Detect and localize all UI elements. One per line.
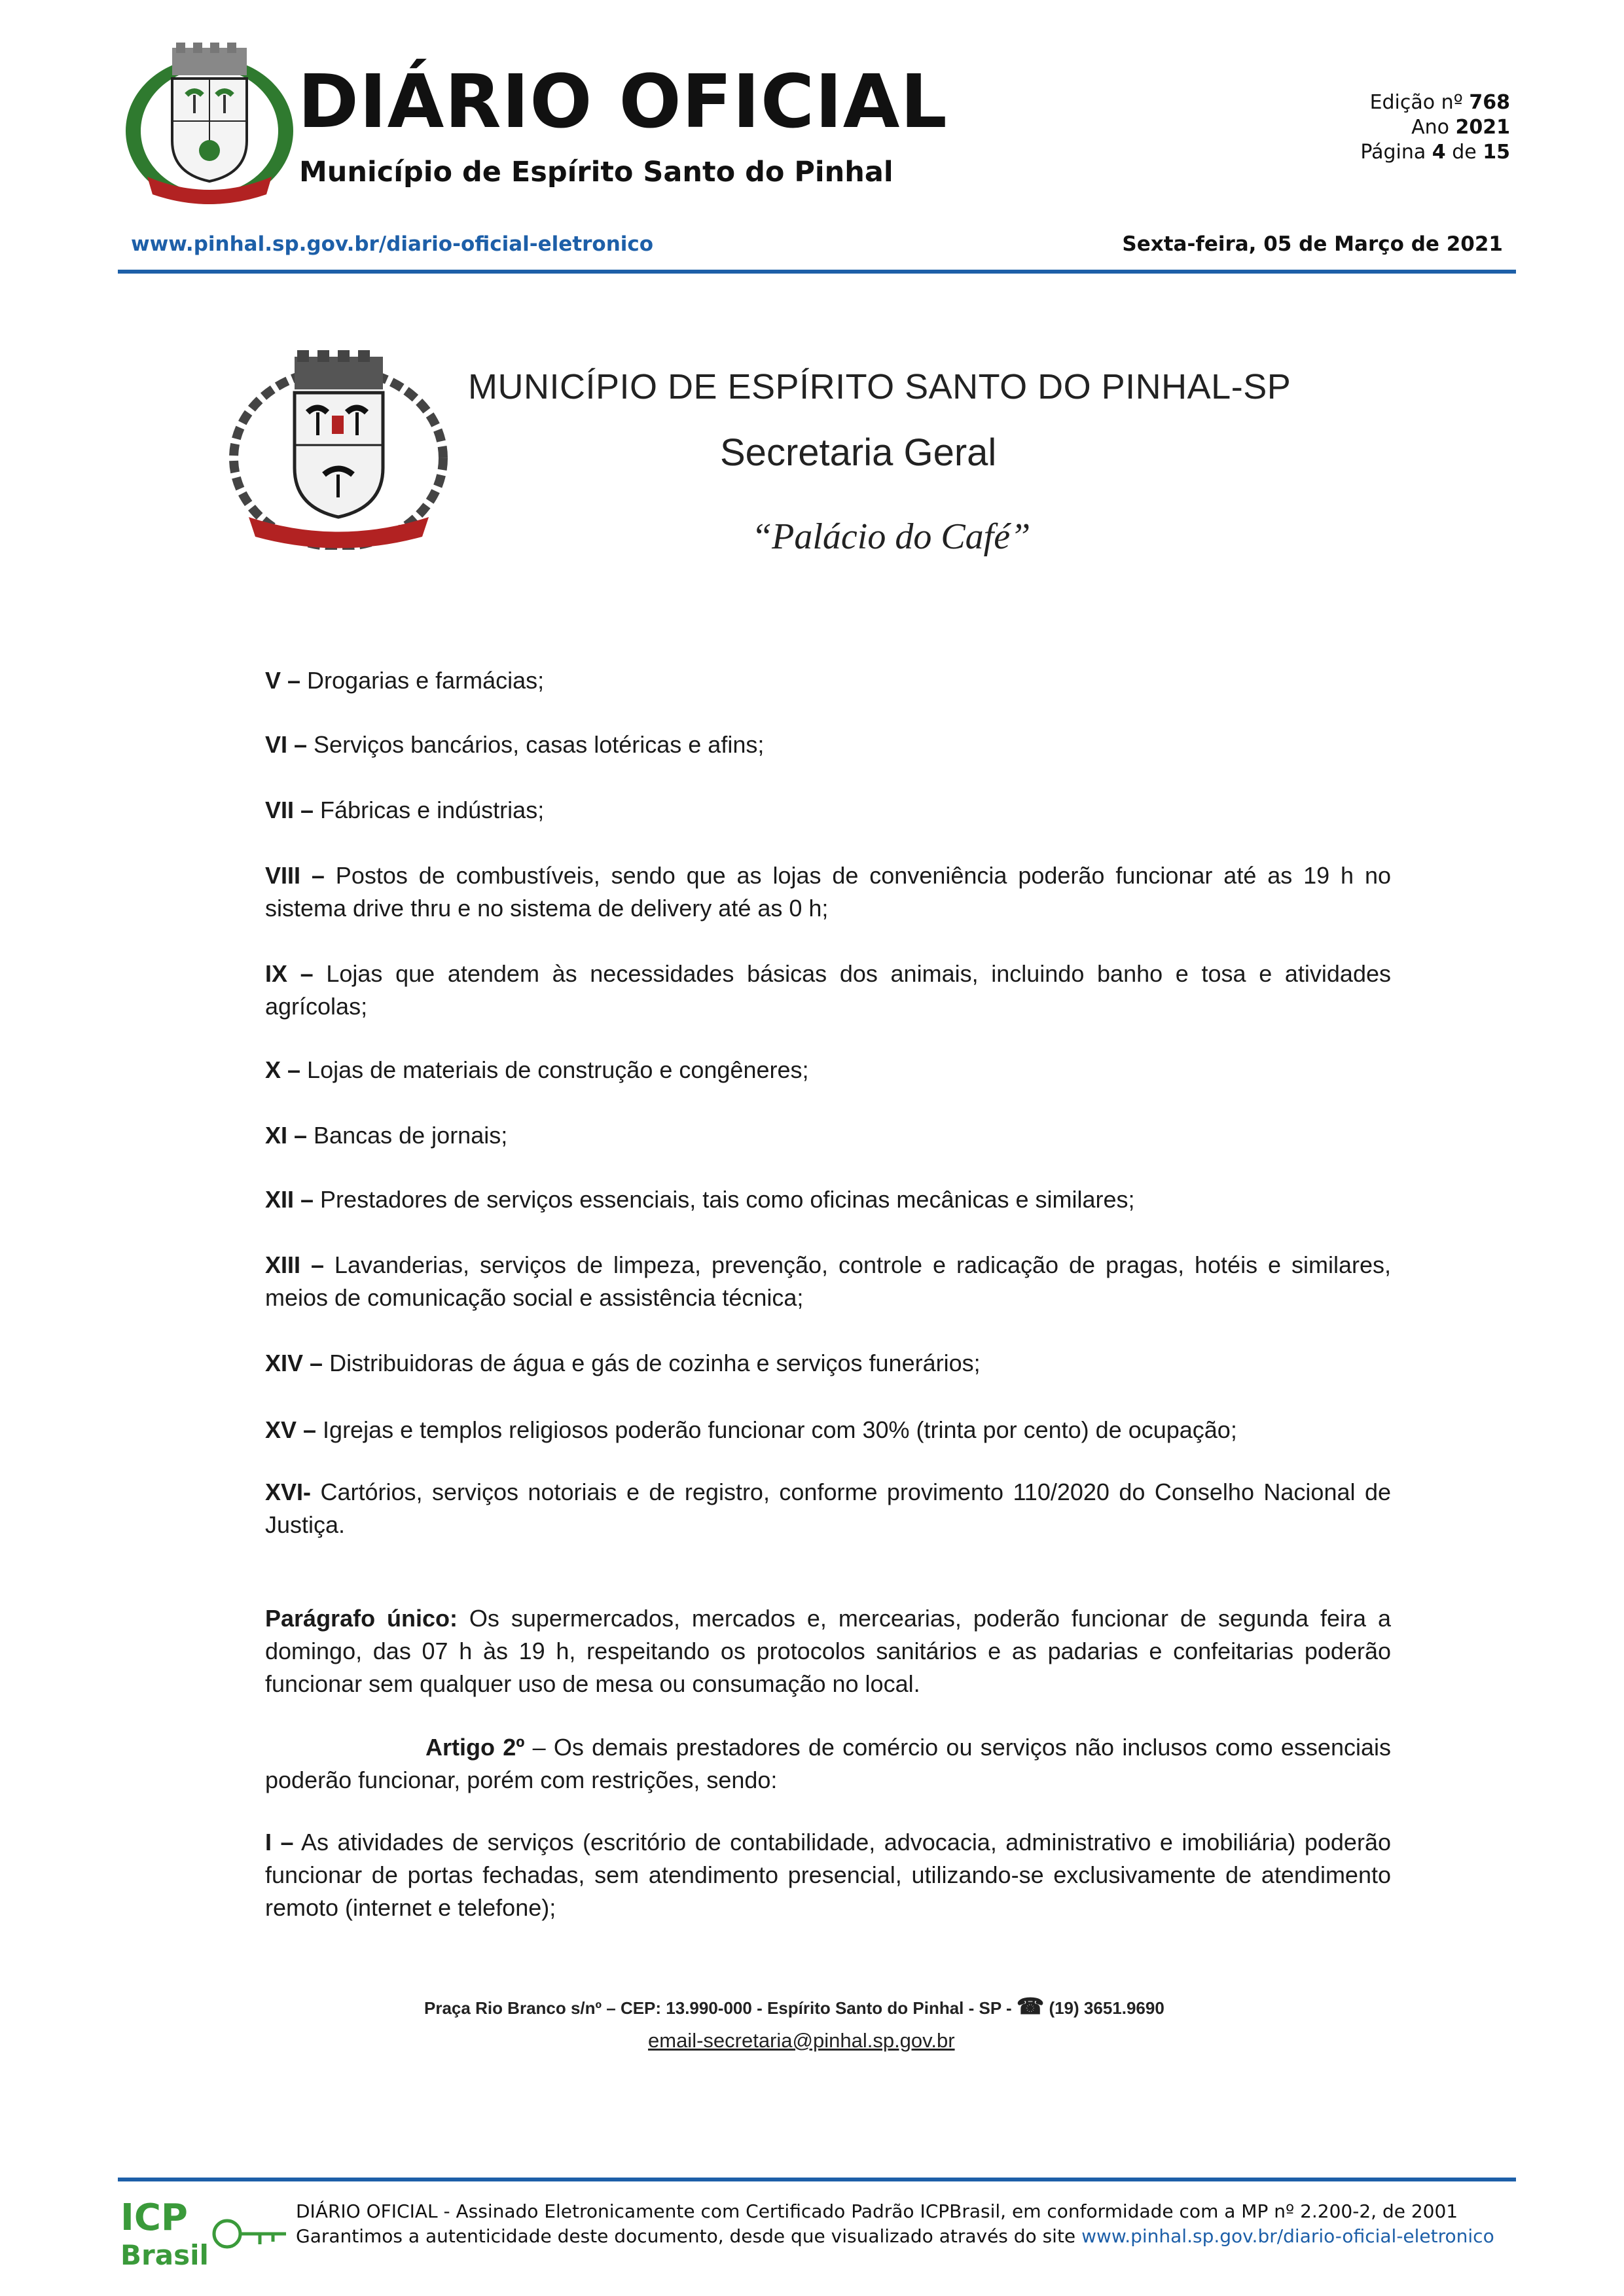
page-label: Página [1360,141,1426,164]
list-item [265,1119,1391,1152]
edition-label: Edição nº [1369,91,1463,114]
list-item [265,859,1391,925]
letterhead-address [424,1994,1164,2020]
address-text: Praça Rio Branco s/nº – CEP: 13.990-000 - Espírito Santo do Pinhal - SP - [424,1998,1012,2018]
logo-text-top: ICP [120,2197,188,2239]
list-item [265,794,1391,827]
item-text: Lojas que atendem às necessidades básicas dos animais, incluindo banho e tosa e atividades agrícolas; [265,960,1391,1020]
gazette-url-link[interactable]: www.pinhal.sp.gov.br/diario-oficial-eletronico [131,232,654,256]
list-item [265,1414,1391,1446]
year-value: 2021 [1455,116,1510,139]
item-number: VII – [265,797,314,823]
list-item [265,1183,1391,1216]
edition-number: 768 [1469,91,1510,114]
item-text: Lavanderias, serviços de limpeza, prevenção, controle e radicação de pragas, hotéis e similares, meios de comunicação social e assistência técnica; [265,1251,1391,1311]
paragraph-text: Os supermercados, mercados e, mercearias, poderão funcionar de segunda feira a domingo, das 07 h às 19 h, respeitando os protocolos sanitários e as padarias e confeitarias poderão funcionar sem qualquer uso de mesa ou consumação no local. [265,1605,1391,1697]
logo-text-bottom: Brasil [120,2239,209,2271]
year-label: Ano [1411,116,1449,139]
letterhead-palace-name: “Palácio do Café” [751,516,1031,557]
article-text: – Os demais prestadores de comércio ou serviços não inclusos como essenciais poderão funcionar, porém com restrições, sendo: [265,1734,1391,1793]
list-item [265,958,1391,1023]
item-number: V – [265,667,301,694]
paragraph-unico [265,1602,1391,1700]
list-item [265,728,1391,761]
item-number: XIII – [265,1251,324,1278]
footer-site-link[interactable]: www.pinhal.sp.gov.br/diario-oficial-eletronico [1081,2225,1494,2247]
article-2 [265,1731,1391,1797]
page-total: 15 [1483,141,1510,164]
list-item [265,1826,1391,1924]
item-number: XII – [265,1186,314,1213]
email-link[interactable]: email-secretaria@pinhal.sp.gov.br [648,2029,955,2052]
gazette-title: DIÁRIO OFICIAL [298,60,948,145]
icp-brasil-logo [119,2196,289,2271]
footer-authenticity-text: Garantimos a autenticidade deste documento, desde que visualizado através do site [296,2225,1082,2247]
item-number: XV – [265,1416,317,1443]
letterhead-municipality: MUNICÍPIO DE ESPÍRITO SANTO DO PINHAL-SP [468,367,1291,406]
list-item [265,1249,1391,1314]
page-number: 4 [1432,141,1446,164]
item-text: As atividades de serviços (escritório de contabilidade, advocacia, administrativo e imobiliária) poderão funcionar de portas fechadas, sem atendimento presencial, utilizando-se exclusivamente de atendimento remoto (internet e telefone); [265,1829,1391,1921]
item-number: XI – [265,1122,308,1149]
footer-authenticity-note [296,2225,1494,2247]
item-number: XVI- [265,1479,312,1505]
letterhead-secretariat: Secretaria Geral [720,431,997,474]
phone-number: (19) 3651.9690 [1049,1998,1164,2018]
key-icon [214,2221,286,2247]
item-number: I – [265,1829,294,1856]
footer-certificate-note: DIÁRIO OFICIAL - Assinado Eletronicamente com Certificado Padrão ICPBrasil, em conformidade com a MP nº 2.200-2, de 2001 [296,2200,1458,2222]
item-text: Cartórios, serviços notoriais e de registro, conforme provimento 110/2020 do Conselho Nacional de Justiça. [265,1479,1391,1538]
item-number: VIII – [265,862,325,889]
coat-of-arms-logo [121,43,298,206]
item-text: Prestadores de serviços essenciais, tais como oficinas mecânicas e similares; [314,1186,1135,1213]
article-label: Artigo 2º [425,1734,525,1761]
gazette-subtitle: Município de Espírito Santo do Pinhal [299,156,893,188]
item-text: Postos de combustíveis, sendo que as lojas de conveniência poderão funcionar até as 19 h no sistema drive thru e no sistema de delivery até as 0 h; [265,862,1391,922]
telephone-icon: ☎ [1016,1994,1045,2019]
item-number: IX – [265,960,314,987]
item-number: XIV – [265,1350,323,1376]
item-text: Drogarias e farmácias; [300,667,545,694]
item-text: Bancas de jornais; [307,1122,508,1149]
edition-info [1360,90,1510,165]
item-text: Fábricas e indústrias; [314,797,545,823]
page-of: de [1452,141,1477,164]
item-number: X – [265,1056,301,1083]
list-item [265,1347,1391,1380]
list-item [265,1054,1391,1086]
item-text: Distribuidoras de água e gás de cozinha e serviços funerários; [323,1350,981,1376]
letterhead-coat-of-arms [229,350,448,550]
footer-divider [118,2178,1516,2181]
header-divider [118,270,1516,274]
item-text: Igrejas e templos religiosos poderão funcionar com 30% (trinta por cento) de ocupação; [316,1416,1237,1443]
paragraph-label: Parágrafo único: [265,1605,458,1632]
item-text: Lojas de materiais de construção e congêneres; [300,1056,809,1083]
item-number: VI – [265,731,308,758]
list-item [265,664,1391,697]
list-item [265,1476,1391,1541]
publication-date: Sexta-feira, 05 de Março de 2021 [1122,232,1503,256]
item-text: Serviços bancários, casas lotéricas e afins; [307,731,765,758]
